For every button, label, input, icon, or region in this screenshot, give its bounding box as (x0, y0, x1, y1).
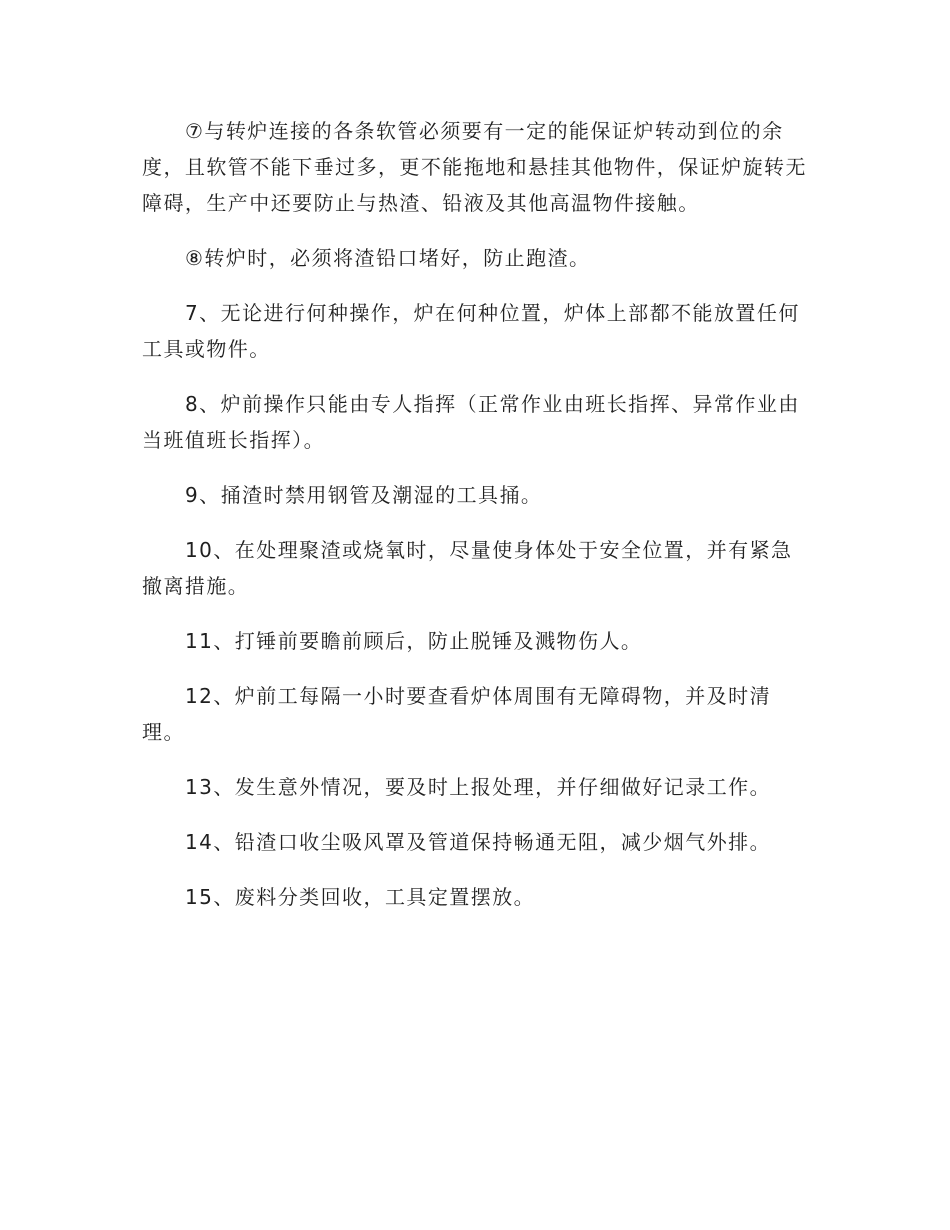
paragraph-item-7: 7、无论进行何种操作，炉在何种位置，炉体上部都不能放置任何工具或物件。 (142, 301, 800, 361)
document-body (142, 113, 812, 934)
paragraph-8-circled: ⑧转炉时，必须将渣铅口堵好，防止跑渣。 (185, 246, 591, 270)
paragraph-item-8: 8、炉前操作只能由专人指挥（正常作业由班长指挥、异常作业由当班值班长指挥）。 (142, 392, 800, 452)
paragraph-item-10: 10、在处理聚渣或烧氧时，尽量使身体处于安全位置，并有紧急撤离措施。 (142, 538, 793, 598)
paragraph-item-12: 12、炉前工每隔一小时要查看炉体周围有无障碍物，并及时清理。 (142, 684, 772, 744)
paragraph-item-15: 15、废料分类回收，工具定置摆放。 (185, 885, 536, 909)
paragraph-7-circled: ⑦与转炉连接的各条软管必须要有一定的能保证炉转动到位的余度，且软管不能下垂过多，更不能拖地和悬挂其他物件，保证炉旋转无障碍，生产中还要防止与热渣、铅液及其他高温物件接触。 (142, 119, 807, 215)
paragraph-item-13: 13、发生意外情况，要及时上报处理，并仔细做好记录工作。 (185, 775, 772, 799)
paragraph-item-14: 14、铅渣口收尘吸风罩及管道保持畅通无阻，减少烟气外排。 (185, 830, 772, 854)
paragraph-item-11: 11、打锤前要瞻前顾后，防止脱锤及溅物伤人。 (185, 629, 643, 653)
paragraph-item-9: 9、捅渣时禁用钢管及潮湿的工具捅。 (185, 483, 543, 507)
